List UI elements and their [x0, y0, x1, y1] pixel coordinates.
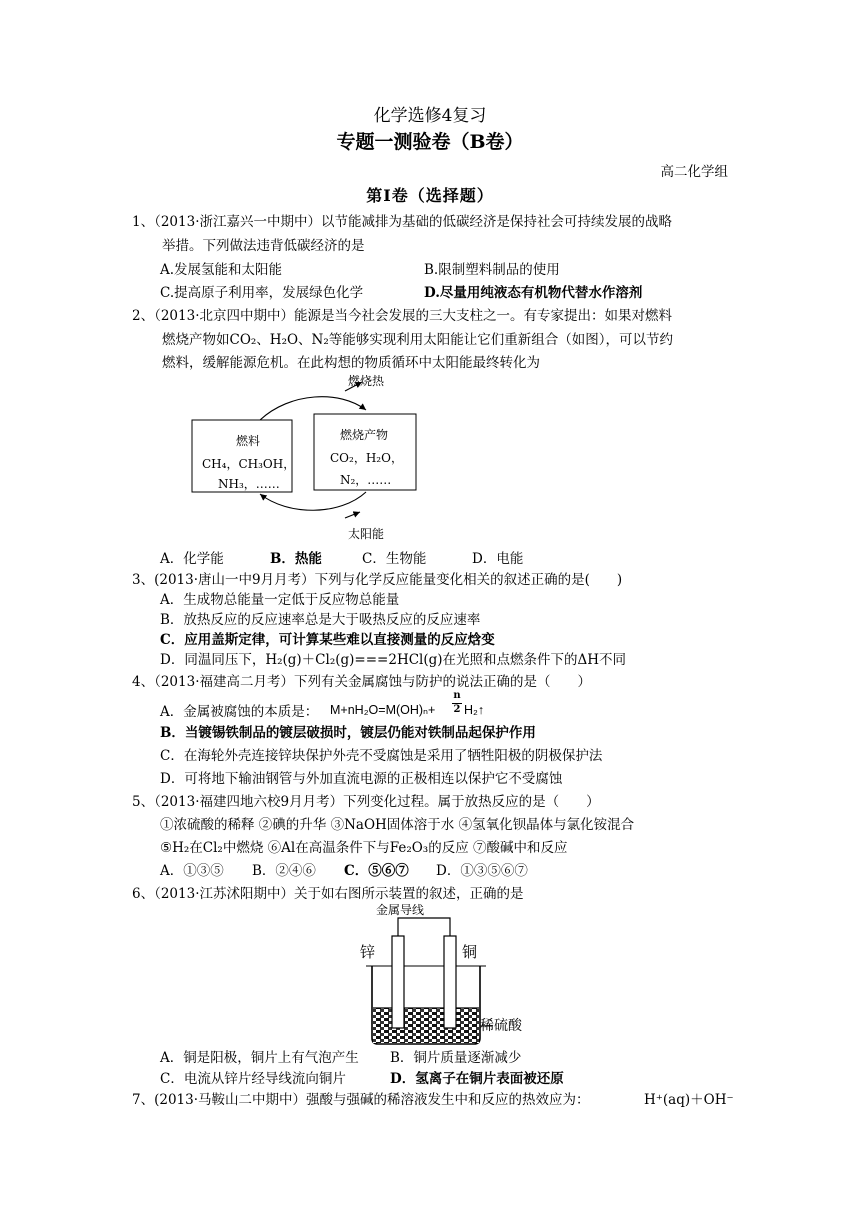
bottom-arrow: [260, 492, 366, 510]
q6-option-c: C．电流从锌片经导线流向铜片: [160, 1071, 346, 1087]
q5-option-b: B．②④⑥: [252, 863, 316, 879]
doc-title: 化学选修4复习: [373, 106, 487, 126]
q6-option-b: B．铜片质量逐渐减少: [390, 1050, 522, 1066]
q7-stem: 7、(2013·马鞍山二中期中）强酸与强碱的稀溶液发生中和反应的热效应为：: [132, 1092, 590, 1108]
q1-option-a: A.发展氢能和太阳能: [160, 262, 283, 278]
q3-stem: 3、(2013·唐山一中9月月考）下列与化学反应能量变化相关的叙述正确的是( ): [132, 572, 623, 588]
diagram-products-line1: CO₂，H₂O，: [330, 451, 403, 465]
q6-stem: 6、（2013·江苏沭阳期中）关于如右图所示装置的叙述，正确的是: [132, 886, 524, 902]
q4-option-d: D．可将地下输油钢管与外加直流电源的正极相连以保护它不受腐蚀: [160, 771, 563, 787]
q4-formula-tail: H₂↑: [464, 703, 485, 717]
section-heading: 第Ⅰ卷（选择题）: [366, 186, 494, 205]
zinc-electrode: [392, 936, 404, 1028]
diagram-fuel-title: 燃料: [236, 434, 261, 448]
diagram-fuel-line2: NH₃，……: [218, 477, 280, 491]
q3-option-a: A．生成物总能量一定低于反应物总能量: [160, 592, 400, 608]
q1-stem-line2: 举措。下列做法违背低碳经济的是: [162, 238, 365, 254]
q4-option-b: B．当镀锡铁制品的镀层破损时，镀层仍能对铁制品起保护作用: [160, 725, 536, 741]
q4-stem: 4、（2013·福建高二月考）下列有关金属腐蚀与防护的说法正确的是（ ）: [132, 674, 591, 690]
doc-subtitle: 专题一测验卷（B卷）: [336, 131, 524, 153]
copper-label: 铜: [462, 943, 478, 961]
q3-option-d: D．同温同压下，H₂(g)＋Cl₂(g)===2HCl(g)在光照和点燃条件下的ΔH不同: [160, 652, 627, 668]
q5-list-line2: ⑤H₂在Cl₂中燃烧 ⑥Al在高温条件下与Fe₂O₃的反应 ⑦酸碱中和反应: [160, 840, 568, 856]
q5-option-d: D．①③⑤⑥⑦: [436, 863, 528, 879]
diagram-fuel-line1: CH₄，CH₃OH，: [202, 457, 296, 471]
q2-option-c: C．生物能: [362, 551, 427, 567]
q1-stem-line1: 1、（2013·浙江嘉兴一中期中）以节能减排为基础的低碳经济是保持社会可持续发展的战略: [132, 214, 672, 230]
author-group: 高二化学组: [660, 164, 728, 180]
q1-option-b: B.限制塑料制品的使用: [424, 262, 560, 278]
q2-stem-line1: 2、（2013·北京四中期中）能源是当今社会发展的三大支柱之一。有专家提出：如果对燃料: [132, 308, 672, 324]
q3-option-b: B．放热反应的反应速率总是大于吸热反应的反应速率: [160, 612, 481, 628]
q5-list-line1: ①浓硫酸的稀释 ②碘的升华 ③NaOH固体溶于水 ④氢氧化钡晶体与氯化铵混合: [160, 817, 635, 833]
diagram-products-title: 燃烧产物: [340, 428, 389, 442]
acid-label: 稀硫酸: [480, 1018, 522, 1034]
q2-option-a: A．化学能: [160, 551, 224, 567]
sun-arrow: [345, 512, 360, 518]
q4-option-c: C．在海轮外壳连接锌块保护外壳不受腐蚀是采用了牺牲阳极的阴极保护法: [160, 748, 603, 764]
q1-option-d: D.尽量用纯液态有机物代替水作溶剂: [424, 285, 643, 301]
q2-option-b: B．热能: [270, 551, 322, 567]
q5-option-a: A．①③⑤: [160, 863, 224, 879]
q3-option-c: C．应用盖斯定律，可计算某些难以直接测量的反应焓变: [160, 632, 495, 648]
q2-stem-line2: 燃烧产物如CO₂、H₂O、N₂等能够实现利用太阳能让它们重新组合（如图），可以节约: [162, 332, 674, 348]
diagram-top-label: 燃烧热: [348, 374, 385, 388]
q1-option-c: C.提高原子利用率，发展绿色化学: [160, 285, 364, 301]
q5-option-c: C．⑤⑥⑦: [344, 863, 409, 879]
q5-stem: 5、（2013·福建四地六校9月月考）下列变化过程。属于放热反应的是（ ）: [132, 794, 600, 810]
metal-wire: [398, 918, 450, 938]
q7-equation-start: H⁺(aq)＋OH⁻: [644, 1092, 734, 1108]
q4-option-a: A．金属被腐蚀的本质是：: [160, 704, 319, 720]
q6-option-d: D．氢离子在铜片表面被还原: [390, 1071, 564, 1087]
dilute-sulfuric-acid: [373, 1008, 479, 1043]
q2-option-d: D．电能: [472, 551, 524, 567]
zinc-label: 锌: [360, 943, 376, 961]
q6-option-a: A．铜是阳极，铜片上有气泡产生: [160, 1050, 359, 1066]
copper-electrode: [444, 936, 456, 1028]
wire-label: 金属导线: [376, 903, 425, 917]
diagram-products-line2: N₂，……: [340, 473, 392, 487]
q4-formula: M+nH₂O=M(OH)ₙ+: [330, 703, 436, 717]
galvanic-cell-diagram: [360, 898, 500, 1046]
q4-frac-numerator: n: [453, 690, 461, 701]
diagram-bottom-label: 太阳能: [348, 527, 385, 541]
q4-frac-denominator: 2: [453, 704, 461, 715]
q2-stem-line3: 燃料，缓解能源危机。在此构想的物质循环中太阳能最终转化为: [162, 355, 540, 371]
